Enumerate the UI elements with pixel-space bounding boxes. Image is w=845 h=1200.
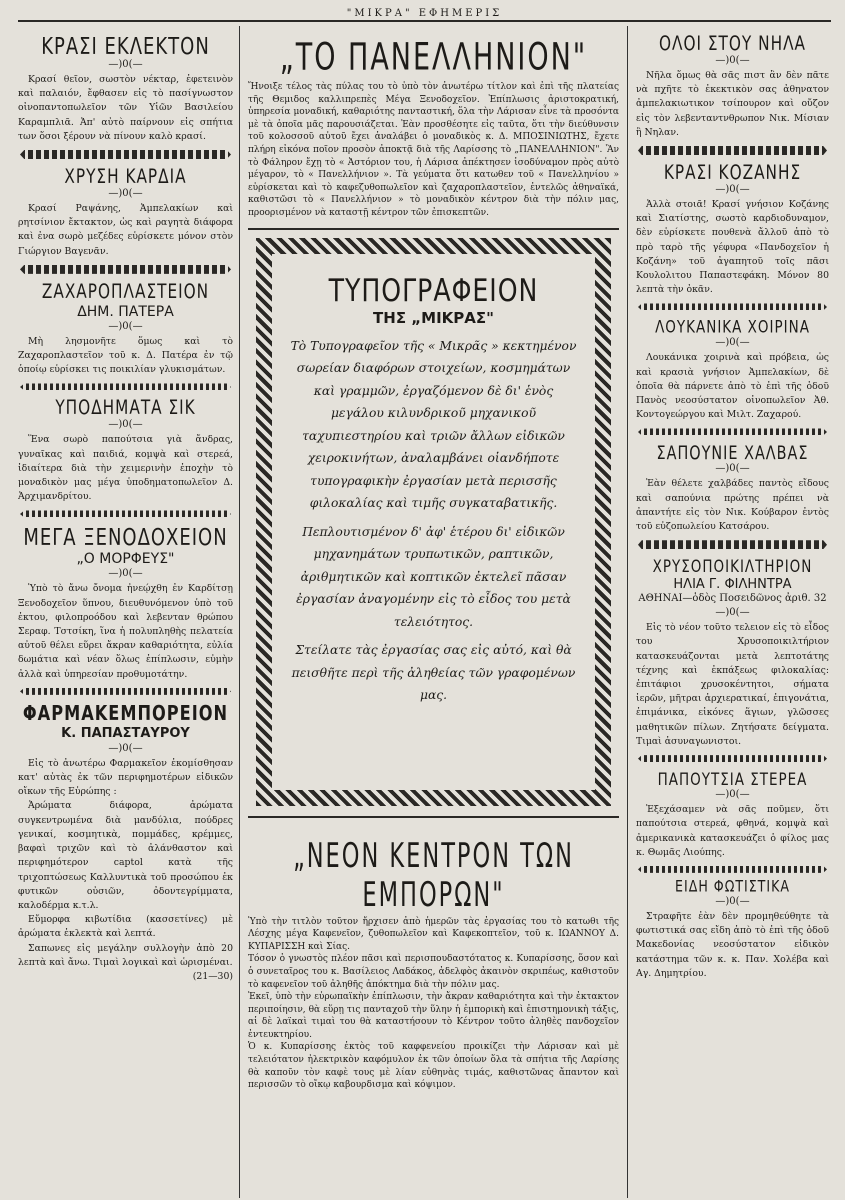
ad-title: ΠΑΠΟΥΤΣΙΑ ΣΤΕΡΕΑ (657, 768, 808, 790)
ad-text: Ὑπὸ τὴν τιτλὸν τοῦτον ἤρχισεν ἀπὸ ἡμερῶν τὰς ἐργασίας του τὸ κατωθι τῆς Λέσχης μέγα Καφενεῖον, ζυθοπωλεῖον καὶ Καφεκοπτεῖον, τοῦ κ. ΙΩΑΝΝΟΥ Δ. ΚΥΠΑΡΙΣΣΗ καὶ Σίας. (248, 916, 619, 952)
ad-title: „ΝΕΟΝ ΚΕΝΤΡΟΝ ΤΩΝ ΕΜΠΟΡΩΝ" (293, 835, 574, 914)
ad-text: Ἀλλὰ στοιᾶ! Κρασί γνήσιον Κοζάνης καὶ Σιατίστης, σωστὸ καρδιοδυναμον, δὲν εὑρίσκετε πουθενὰ ἄλλοῦ ἀπὸ τὸ πρὸ ταρὸ τῆς γέφυρα «Πανδοχεῖον ἡ Κοζάνη» τοῦ ἀγαπητοῦ τοῖς πᾶσι Κουλολιτου Παπαστεφάκη. Μόνον 80 λεπτὰ τὴν ὀκᾶν. (636, 199, 829, 296)
ad-text: Ἀρώματα διάφορα, ἀρώματα συγκεντρωμένα διὰ μανδύλια, πούδρες γενικαί, κοσμητικὰ, πομμάδες, κρέμμες, βαφαὶ τριχῶν καὶ τὸ ἀλάνθαστον καὶ περιφημότερον captol κατὰ τῆς τριχοπτώσεως Καλλυντικὰ τοῦ προσώπου ἐκ φυτικῶν οὐσιῶν, ὀδοντεγρίμματα, καλοδέρμα κ.τ.λ. (18, 800, 233, 911)
ad-title: ΛΟΥΚΑΝΙΚΑ ΧΟΙΡΙΝΑ (655, 317, 810, 338)
ad-text: Ἐὰν θέλετε χαλβάδες παντὸς εἴδους καὶ σαπούνια πρώτης πρέπει νὰ ἀπαντήτε εἰς τὸν Νικ. Κούβαρον ἐντὸς τοῦ εὐζοπωλείου Κατσάρου. (636, 478, 829, 533)
ornament-divider (638, 755, 827, 762)
ornament-divider (638, 146, 827, 155)
printing-office-frame (256, 238, 611, 806)
issue-reference (18, 970, 233, 984)
ad-text: Εὔμορφα κιβωτίδια (κασσετίνες) μὲ ἀρώματα ἐκλεκτὰ καὶ λεπτά. (18, 914, 233, 940)
ad-title: ΚΡΑΣΙ ΚΟΖΑΝΗΣ (663, 161, 802, 185)
ad-title: ΧΡΥΣΗ ΚΑΡΔΙΑ (64, 165, 187, 189)
separator: —)0(— (715, 607, 750, 619)
ad-title: ΟΛΟΙ ΣΤΟΥ ΝΗΛΑ (659, 32, 806, 56)
ad-title: ΖΑΧΑΡΟΠΛΑΣΤΕΙΟΝ (41, 280, 210, 304)
frame-text: Τὸ Τυπογραφεῖον τῆς « Μικρᾶς » κεκτημένον σωρείαν διαφόρων στοιχείων, κοσμημάτων καὶ γραμμῶν, ἐργαζόμενον δὲ δι' ἑνὸς μεγάλου κιλυνδρικοῦ μηχανικοῦ ταχυπιεστηρίου καὶ τριῶν ἄλλων εἰδικῶν χειροκινήτων, ἀναλαμβάνει οἱανδήποτε τυπογραφικὴν ἐργασίαν μετὰ περισσῆς φιλοκαλίας καὶ τιμῆς συγκαταβατικῆς. (290, 338, 577, 511)
masthead (18, 6, 831, 22)
ad-text: Ὑπὸ τὸ ἄνω ὄνομα ἠνεῴχθη ἐν Καρδίτσῃ Ξενοδοχεῖον ὕπνου, διευθυνόμενον ὑπὸ τοῦ ἐκτου, φιλοπροόδου καὶ λεβενταν θρώπου Σεραφ. Τστσίκη, ἵνα ἡ πολυπληθὴς πελατεία αὐτοῦ θέλει εὕρει ἄκραν καθαριότητα, εὐλία δωμάτια καὶ νέαν ὅλως ἐπίπλωσιν, εὐμὴν ἀλλὰ καὶ ὑπηρεσίαν προθυμοτάτην. (18, 583, 233, 680)
ad-title: ΜΕΓΑ ΞΕΝΟΔΟΧΕΙΟΝ (23, 523, 228, 552)
ad-text: Σαπωνες εἰς μεγάλην συλλογὴν ἀπὸ 20 λεπτὰ καὶ ἄνω. Τιμαὶ λογικαὶ καὶ ὡρισμέναι. (18, 942, 233, 968)
separator: —)0(— (108, 419, 143, 431)
separator: —)0(— (715, 184, 750, 196)
ad-text: Ὁ κ. Κυπαρίσσης ἐκτὸς τοῦ καφφενείου προικίζει τὴν Λάρισαν καὶ μὲ τελειότατον ἠλεκτρικὸν καφόμυλον ἐκ τῶν ὁποίων ὅλα τὰ σπήτια τῆς Λαρίσης θὰ καποῦν τὸν καφὲ τους μὲ λίαν εὐθηνὰς τιμάς, καθιστῶνας ἄπαντον καὶ περισσῶν τὸ οἴκῳ καβουρδισμα καὶ κόψιμον. (248, 1042, 619, 1091)
left-column (18, 26, 240, 1198)
rule-divider (248, 228, 619, 230)
ornament-divider (20, 510, 231, 517)
ornament-divider (20, 688, 231, 695)
address: ΑΘΗΝΑΙ—ὁδὸς Ποσειδῶνος ἀριθ. 32 (638, 593, 827, 605)
ad-title: ΣΑΠΟΥΝΙΕ ΧΑΛΒΑΣ (656, 442, 809, 464)
ad-text: Στραφῆτε ἐὰν δὲν προμηθεύθητε τὰ φωτιστικά σας εἴδη ἀπὸ τὸ ἐπὶ τῆς ὁδοῦ Μακεδονίας νεοσύστατον εἰδικὸν κατάστημα τῶν κ. κ. Παν. Χολέβα καὶ Αγ. Δημητρίου. (636, 910, 829, 979)
ornament-divider (638, 303, 827, 310)
ornament-divider (20, 383, 231, 390)
ornament-divider (638, 428, 827, 435)
frame-subtitle: ΤΗΣ „ΜΙΚΡΑΣ" (373, 308, 494, 327)
masthead-title: "ΜΙΚΡΑ" ΕΦΗΜΕΡΙΣ (346, 7, 503, 19)
ad-text: Τόσον ὁ γνωστὸς πλέον πᾶσι καὶ περισπουδαστότατος κ. Κυπαρίσσης, ὅσον καὶ ὁ συνεταῖρος του κ. Βασίλειος Λαδάκος, ἀδελφὸς ἀκαινὸν σκριπέως, καθιστοῦν τὸ καφενεῖον τοῦ ἀληθῆς ἀπόκτημα διὰ τὴν πόλιν μας. (248, 954, 619, 990)
ad-title: ΕΙΔΗ ΦΩΤΙΣΤΙΚΑ (675, 877, 790, 897)
ad-title: ΧΡΥΣΟΠΟΙΚΙΛΤΗΡΙΟΝ (652, 555, 813, 577)
separator: —)0(— (108, 568, 143, 580)
ad-text: Ἐξεχάσαμεν νὰ σᾶς ποῦμεν, ὅτι παπούτσια στερεά, φθηνά, κομψὰ καὶ ἀμερικανικὰ κατασκευάζει ὁ φίλος μας κ. Θωμᾶς Λιούπης. (636, 804, 829, 858)
ornament-divider (20, 265, 231, 274)
issue-number: (21—30) (192, 970, 233, 982)
separator: —)0(— (715, 789, 750, 801)
ad-text: Κρασί Ραψάνης, Ἀμπελακίων καὶ ρητσίνιον ἔκτακτον, ὡς καὶ ραγητὰ διάφορα καὶ ἐνα σωρὸ μεζέδες εὑρίσκετε μόνον στὸν Γιώργιον Βαγενᾶν. (18, 203, 233, 257)
separator: —)0(— (715, 895, 750, 907)
ad-text: Εἰς τὸ ἀνωτέρω Φαρμακεῖον ἐκομίσθησαν κατ' αὐτὰς ἐκ τῶν περιφημοτέρων εἰδικῶν οἴκων τῆς Εὐρώπης : (18, 757, 233, 798)
ornament-divider (20, 150, 231, 159)
separator: —)0(— (108, 59, 143, 70)
separator: —)0(— (715, 337, 750, 349)
ad-title: „ΤΟ ΠΑΝΕΛΛΗΝΙΟΝ" (279, 35, 588, 80)
frame-text: Πεπλουτισμένον δ' ἀφ' ἑτέρου δι' εἰδικῶν μηχανημάτων τρυπωτικῶν, ραπτικῶν, ἀριθμητικῶν καὶ κοπτικῶν ἐκτελεῖ πᾶσαν ἐργασίαν ἀναγομένην εἰς τὸ εἶδος του μετὰ τελειότητος. (296, 524, 571, 629)
ornament-divider (638, 540, 827, 549)
ad-title: ΚΡΑΣΙ ΕΚΛΕΚΤΟΝ (41, 32, 210, 60)
ad-text: Λουκάνικα χοιρινὰ καὶ πρόβεια, ὡς καὶ κρασιὰ γνήσιον Ἀμπελακίων, δὲ ὁποῖα θὰ πάρνετε ἀπὸ τὸ ἐπὶ τῆς ὁδοῦ Πανὸς νεοσύστατον οἰνοπωλεῖον Ἀθ. Κοντογεώργου καὶ Μιλτ. Ζαχαρού. (636, 352, 829, 421)
ad-text: Εἰς τὸ νέον τοῦτο τελειον εἰς τὸ εἶδος του Χρυσοποικιλτήριον κατασκευάζονται μετὰ λεπτοτάτης τέχνης καὶ ἐκπάξεως φιλοκαλίας: ἐπιτάφιοι χρυσοκέντητοι, σήματα ἱερῶν, μῆτραι ἀρχιερατικαί, ἐπιγονάτια, ἐπιμάνικα, εἰκόνες ἅγιων, γλῶσσες μαθητικῶν πίλων. Ζητήσατε δείγματα. Τιμαὶ ἀσυναγωνιστοι. (636, 622, 829, 747)
right-column (628, 26, 829, 1198)
ad-text: Νῆλα ὅμως θὰ σᾶς πιστ ἂν δὲν πᾶτε νὰ πχῆτε τὸ ἐκεκτικὸν σας ἀθηνατον ἀμπελακιωτικον τσίπουρον καὶ οὔζον εἰς τὸν λεβενταντνθρωπον Νικ. Μίσιαν ἢ Νηλαν. (636, 70, 829, 138)
separator: —)0(— (715, 463, 750, 475)
ad-subtitle: ΗΛΙΑ Γ. ΦΙΛΗΝΤΡΑ (673, 577, 792, 593)
separator: —)0(— (108, 742, 143, 754)
rule-divider (248, 816, 619, 818)
ad-title: ΥΠΟΔΗΜΑΤΑ ΣΙΚ (55, 396, 196, 420)
ad-text: Ἐκεῖ, ὑπὸ τὴν εὐρωπαϊκὴν ἐπίπλωσιν, τὴν ἄκραν καθαριότητα καὶ τὴν ἐκτακτον περιποίησιν, θὰ εὕρῃ τις πανταχοῦ τὴν ὕλην ἡ ἐμπορικὴ καὶ ἐπιστημονικὴ τάξις, αἱ δὲ λαϊκαὶ τιμαὶ του θὰ καταστήσουν τὸ Κέντρον τοῦτο ἀληθὲς πανδοχεῖον ἐντευκτηρίου. (248, 992, 619, 1040)
ad-subtitle: ΔΗΜ. ΠΑΤΕΡΑ (77, 303, 174, 320)
middle-column (240, 26, 628, 1198)
separator: —)0(— (108, 188, 143, 200)
ad-subtitle: „Ο ΜΟΡΦΕΥΣ" (76, 551, 175, 568)
ad-text: Ἤνοιξε τέλος τὰς πύλας του τὸ ὑπὸ τὸν ἀνωτέρω τίτλον καὶ ἐπὶ τῆς πλατείας τῆς Θεμιδος καλλιπρεπὲς Μέγα Ξενοδοχεῖον. Ἐπίπλωσις ἀριστοκρατική, ὑπηρεσία μοναδική, καθαριότης πανταστική, ὅλα τὴν Λάρισαν εἶνε τὰ προσόντα μὲ τὰ ὁποῖα μᾶς παρουσιάζεται. Ἐὰν προσθέσητε εἰς ταῦτα, ὅτι τὴν διεύθυνσιν τοῦ κολοσσοῦ αὐτοῦ ἔχει ἀναλάβει ὁ μοναδικὸς κ. Δ. ΜΠΟΣΙΝΙΩΤΗΣ, ἔχετε πλήρη εἰκόνα ποῖον προσὸν ἀποκτᾷ διὰ τῆς Λαρίσσης τὸ „ΠΑΝΕΛΛΗΝΙΟΝ". Ἂν τὸ Φάληρον ἔχῃ τὸ « Ἀστόριον του, ἡ Λάρισα ἀπέκτησεν ἰσοδύναμον πρὸς αὐτὸ μέγαρον, τὸ « Πανελλήνιον ». Τὰ γεύματα ὅτι κατωθεν τοῦ « Πανελληνίου » εὑρίσκεται καὶ τὸ καφεζυθοπωλεῖον καὶ ζαχαροπλαστεῖον, ἐντελῶς ἀθηναϊκά, καθιστῶσι τὸ « Πανελλήνιον » τὸ μοναδικὸν κέντρον διὰ τὴν πόλιν μας, προορισμένον νὰ καταστῇ κέντρον τῶν ἐπισκεπτῶν. (248, 82, 619, 218)
ad-text: Ἕνα σωρὸ παπούτσια γιὰ ἄνδρας, γυναῖκας καὶ παιδιά, κομψὰ καὶ στερεά, ἰδιαίτερα διὰ τὴν χειμερινὴν ἐποχὴν τὸ μοναδικὸν μας μέγα ὑποδηματοπωλεῖον Δ. Ἀρχιμανδρίτου. (18, 434, 233, 503)
separator: —)0(— (108, 320, 143, 332)
ornament-divider (638, 866, 827, 873)
separator: —)0(— (715, 55, 750, 66)
ad-title: ΦΑΡΜΑΚΕΜΠΟΡΕΙΟΝ (22, 701, 229, 726)
ad-text: Κρασί θεῖον, σωστὸν νέκταρ, ἐφετεινὸν καὶ παλαιόν, ἔφθασεν εἰς τὸ πασίγνωστον οἰνοπαντοπωλεῖον τῶν Υἱῶν Βασιλείου Καραμπλιᾶ. Ἀπ' αὐτὸ παίρνουν εἰς σπήτια των ὅσοι ξέρουν νὰ πίνουν καλὸ κρασί. (18, 74, 233, 142)
ad-subtitle: Κ. ΠΑΠΑΣΤΑΥΡΟΥ (61, 725, 190, 741)
frame-title: ΤΥΠΟΓΡΑΦΕΙΟΝ (328, 271, 539, 309)
ad-text: Μὴ λησμονῆτε ὅμως καὶ τὸ Ζαχαροπλαστεῖον τοῦ κ. Δ. Πατέρα ἐν τῷ ὁποίῳ εὑρίσκει τις ποικιλίαν γλυκισμάτων. (18, 335, 233, 376)
frame-text: Στείλατε τὰς ἐργασίας σας εἰς αὐτό, καὶ θὰ πεισθῆτε περὶ τῆς ἀληθείας τῶν γραφομένων μας. (291, 643, 576, 703)
